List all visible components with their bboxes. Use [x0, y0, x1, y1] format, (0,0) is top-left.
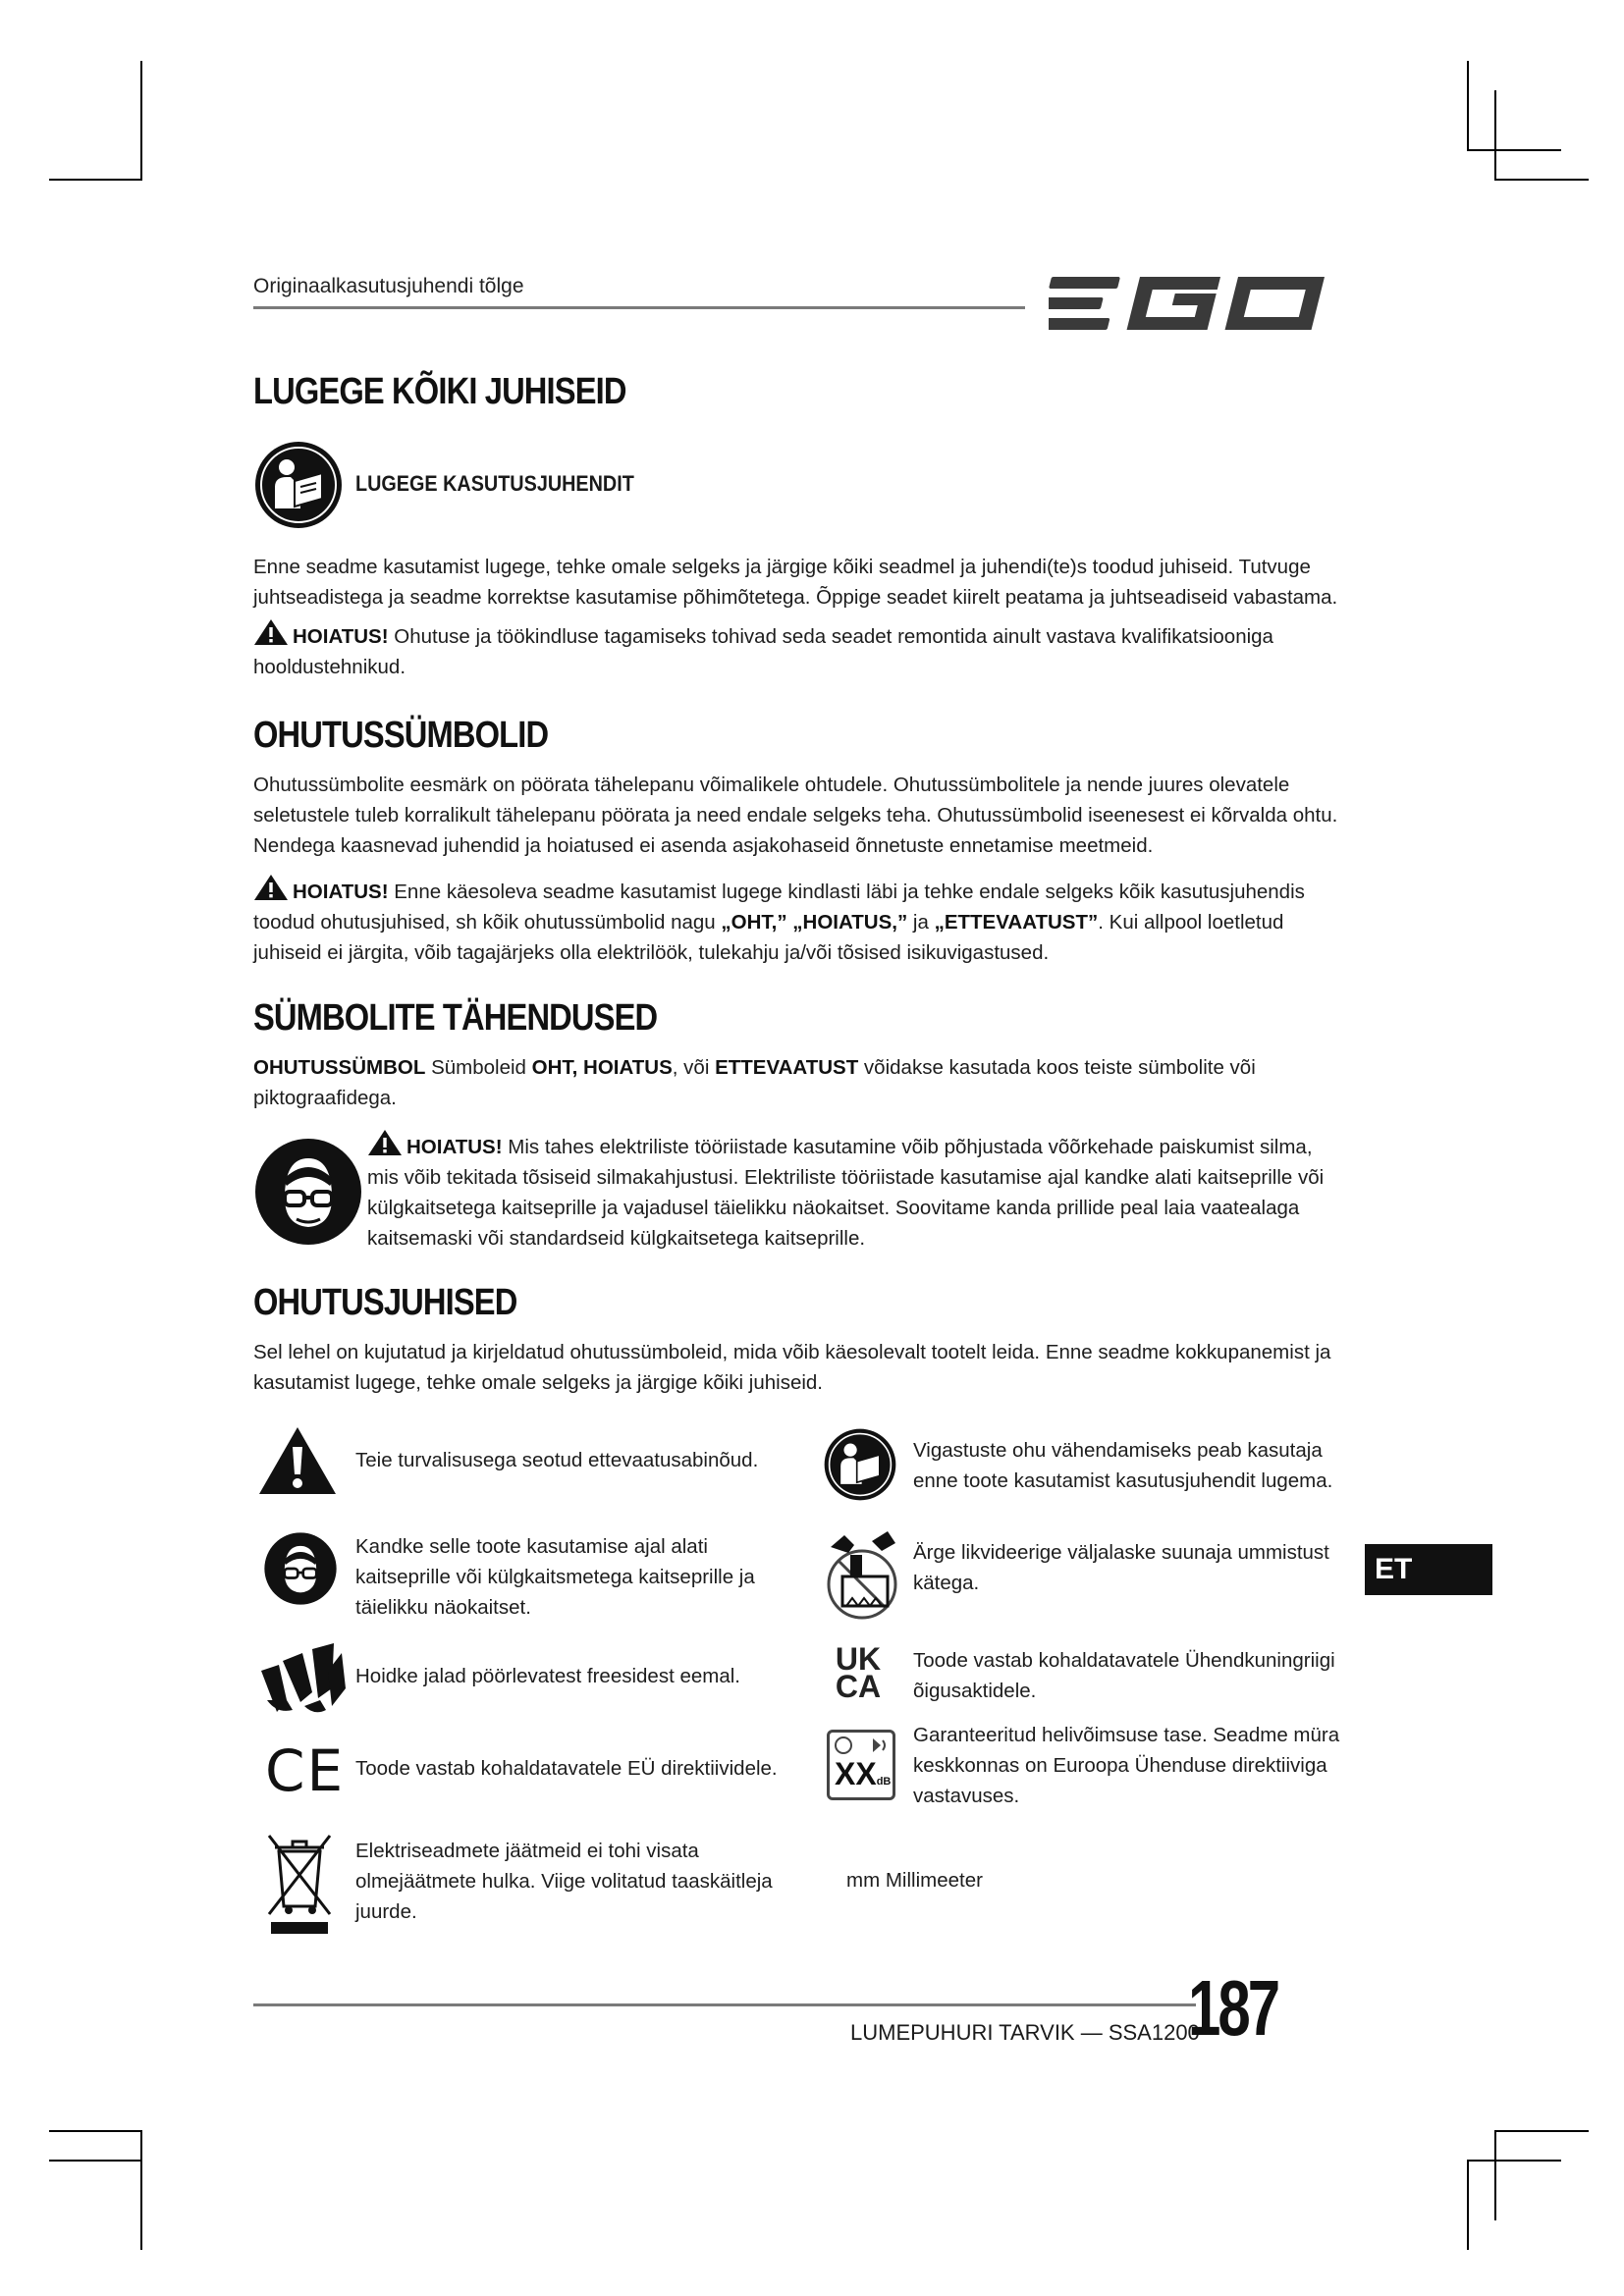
section-title-safety-instructions: OHUTUSJUHISED [253, 1282, 517, 1323]
warning-text: Ohutuse ja töökindluse tagamiseks tohivad seda seadet remontida ainult vastava kvalifikatsiooniga hooldustehnikud. [253, 625, 1273, 678]
crop-mark [1467, 61, 1469, 151]
sound-waves-icon [830, 1733, 893, 1758]
crop-mark [140, 2130, 142, 2250]
symbol-text: Toode vastab kohaldatavatele Ühendkuningriigi õigusaktidele. [913, 1649, 1335, 1702]
section4-paragraph: Sel lehel on kujutatud ja kirjeldatud ohutussümboleid, mida võib käesolevalt tootelt leida. Enne seadme kokkupanemist ja kasutamist lugege, tehke omale selgeks ja järgige kõiki juhiseid. [253, 1341, 1331, 1394]
section3-warning [367, 1129, 1343, 1254]
ukca-mark-icon [833, 1641, 884, 1704]
term-oht: „OHT,” [721, 911, 787, 934]
rotating-blades-feet-icon [257, 1641, 348, 1718]
symbol-text: Vigastuste ohu vähendamiseks peab kasutaja enne toote kasutamist kasutusjuhendit lugema. [913, 1439, 1333, 1492]
section1-paragraph: Enne seadme kasutamist lugege, tehke omale selgeks ja järgige kõiki seadmel ja juhendi(te)s toodud juhiseid. Tutvuge juhtseadistega ja seadme korrektse kasutamise põhimõtetega. Õppige seadet kiirelt peatama ja juhtseadiseid vabastama. [253, 556, 1338, 609]
crop-mark [49, 179, 142, 181]
footer-rule [253, 2003, 1196, 2006]
warning-label: HOIATUS! [293, 625, 389, 648]
symbol-text: Hoidke jalad pöörlevatest freesidest eemal. [355, 1665, 740, 1687]
page-number: 187 [1188, 1964, 1278, 2052]
crop-mark [1467, 2160, 1561, 2162]
crop-mark [140, 61, 142, 181]
symbol-text: Toode vastab kohaldatavatele EÜ direktiividele. [355, 1757, 778, 1780]
ce-mark-icon: CE [265, 1737, 346, 1804]
read-manual-icon [253, 440, 344, 530]
sound-level-label: XX [835, 1756, 877, 1791]
warning-triangle-icon [253, 618, 289, 646]
symbol-text: Kandke selle toote kasutamise ajal alati kaitseprille või külgkaitsmetega kaitseprille ja täielikku näokaitset. [355, 1535, 755, 1619]
crop-mark [1494, 2130, 1496, 2220]
symbol-text: Teie turvalisusega seotud ettevaatusabinõud. [355, 1449, 759, 1471]
lead-term: ETTEVAATUST [715, 1056, 859, 1079]
crop-mark [1467, 2160, 1469, 2250]
symbol-text: Elektriseadmete jäätmeid ei tohi visata olmejäätmete hulka. Viige volitatud taaskäitleja juurde. [355, 1840, 773, 1923]
weee-bin-icon [265, 1832, 334, 1934]
symbol-text: Garanteeritud helivõimsuse tase. Seadme müra keskkonnas on Euroopa Ühenduse direktiiviga vastavuses. [913, 1724, 1340, 1807]
sound-unit: dB [876, 1776, 892, 1788]
footer-title: LUMEPUHURI TARVIK — SSA1200 [850, 2020, 1200, 2045]
read-manual-label: LUGEGE KASUTUSJUHENDIT [355, 471, 634, 496]
crop-mark [49, 2160, 142, 2162]
lead-terms: OHT, HOIATUS [531, 1056, 673, 1079]
warning-label: HOIATUS! [406, 1136, 503, 1158]
ukca-bottom: CA [835, 1669, 882, 1704]
warning-triangle-icon [367, 1129, 403, 1156]
warning-text-end: . Kui allpool loetletud juhiseid ei järgita, võib tagajärjeks olla elektrilöök, tulekahju ja/või tõsised isikuvigastused. [253, 911, 1284, 964]
crop-mark [1494, 179, 1589, 181]
section-title-read-all: LUGEGE KÕIKI JUHISEID [253, 371, 626, 412]
section1-warning [253, 618, 1343, 682]
crop-mark [1467, 149, 1561, 151]
crop-mark [1494, 2130, 1589, 2132]
term-hoiatus: „HOIATUS,” [792, 911, 908, 934]
crop-mark [49, 2130, 142, 2132]
symbol-text: Ärge likvideerige väljalaske suunaja ummistust kätega. [913, 1541, 1329, 1594]
section2-warning [253, 874, 1343, 968]
lead-text: võidakse kasutada koos teiste sümbolite või piktograafidega. [253, 1056, 1256, 1109]
ukca-top: UK [835, 1641, 882, 1677]
warning-text: Mis tahes elektriliste tööriistade kasutamine võib põhjustada võõrkehade paiskumist silma, mis võib tekitada tõsiseid silmakahjustusi. Elektriliste tööriistade kasutamise ajal kandke alati kaitseprille või külgkaitsetega kaitseprille ja vajadusel täielikku näokaitset. Soovitame kanda prillide peal laia vaatealaga kaitsemaski või standardseid külgkaitsetega kaitseprille. [367, 1136, 1325, 1250]
sound-power-icon [827, 1730, 895, 1800]
warning-triangle-icon [253, 874, 289, 901]
warning-triangle-icon [257, 1425, 338, 1496]
lead-bold: OHUTUSSÜMBOL [253, 1056, 426, 1079]
word-ja: ja [907, 911, 935, 934]
section-title-safety-symbols: OHUTUSSÜMBOLID [253, 715, 549, 756]
crop-mark [1494, 90, 1496, 181]
lead-text: , või [672, 1056, 716, 1079]
no-hands-chute-icon [823, 1527, 903, 1622]
term-ettevaatust: „ETTEVAATUST” [934, 911, 1099, 934]
symbol-text: mm Millimeeter [846, 1869, 983, 1892]
lead-text: Sümboleid [425, 1056, 532, 1079]
header-subtitle: Originaalkasutusjuhendi tõlge [253, 275, 524, 297]
section2-paragraph: Ohutussümbolite eesmärk on pöörata tähelepanu võimalikele ohtudele. Ohutussümbolitele ja nende juures olevatele seletustele tuleb korralikult tähelepanu pöörata ja need endale selgeks teha. Ohutussümbolid iseenesest ei kõrvalda ohtu. Nendega kaasnevad juhendid ja hoiatused ei asenda asjakohaseid õnnetuste ennetamise meetmeid. [253, 774, 1338, 857]
eye-protection-icon [263, 1531, 338, 1606]
section3-lead [253, 1052, 1343, 1113]
language-tab: ET [1365, 1544, 1492, 1595]
header-rule [253, 306, 1025, 309]
warning-text: Enne käesoleva seadme kasutamist lugege kindlasti läbi ja tehke endale selgeks kõik kasutusjuhendis toodud ohutusjuhised, sh kõik ohutussümbolid nagu [253, 881, 1305, 934]
section-title-symbol-meanings: SÜMBOLITE TÄHENDUSED [253, 997, 658, 1039]
read-manual-icon [823, 1427, 897, 1502]
eye-protection-icon [253, 1137, 363, 1247]
warning-label: HOIATUS! [293, 881, 389, 903]
ego-logo [1049, 265, 1343, 342]
